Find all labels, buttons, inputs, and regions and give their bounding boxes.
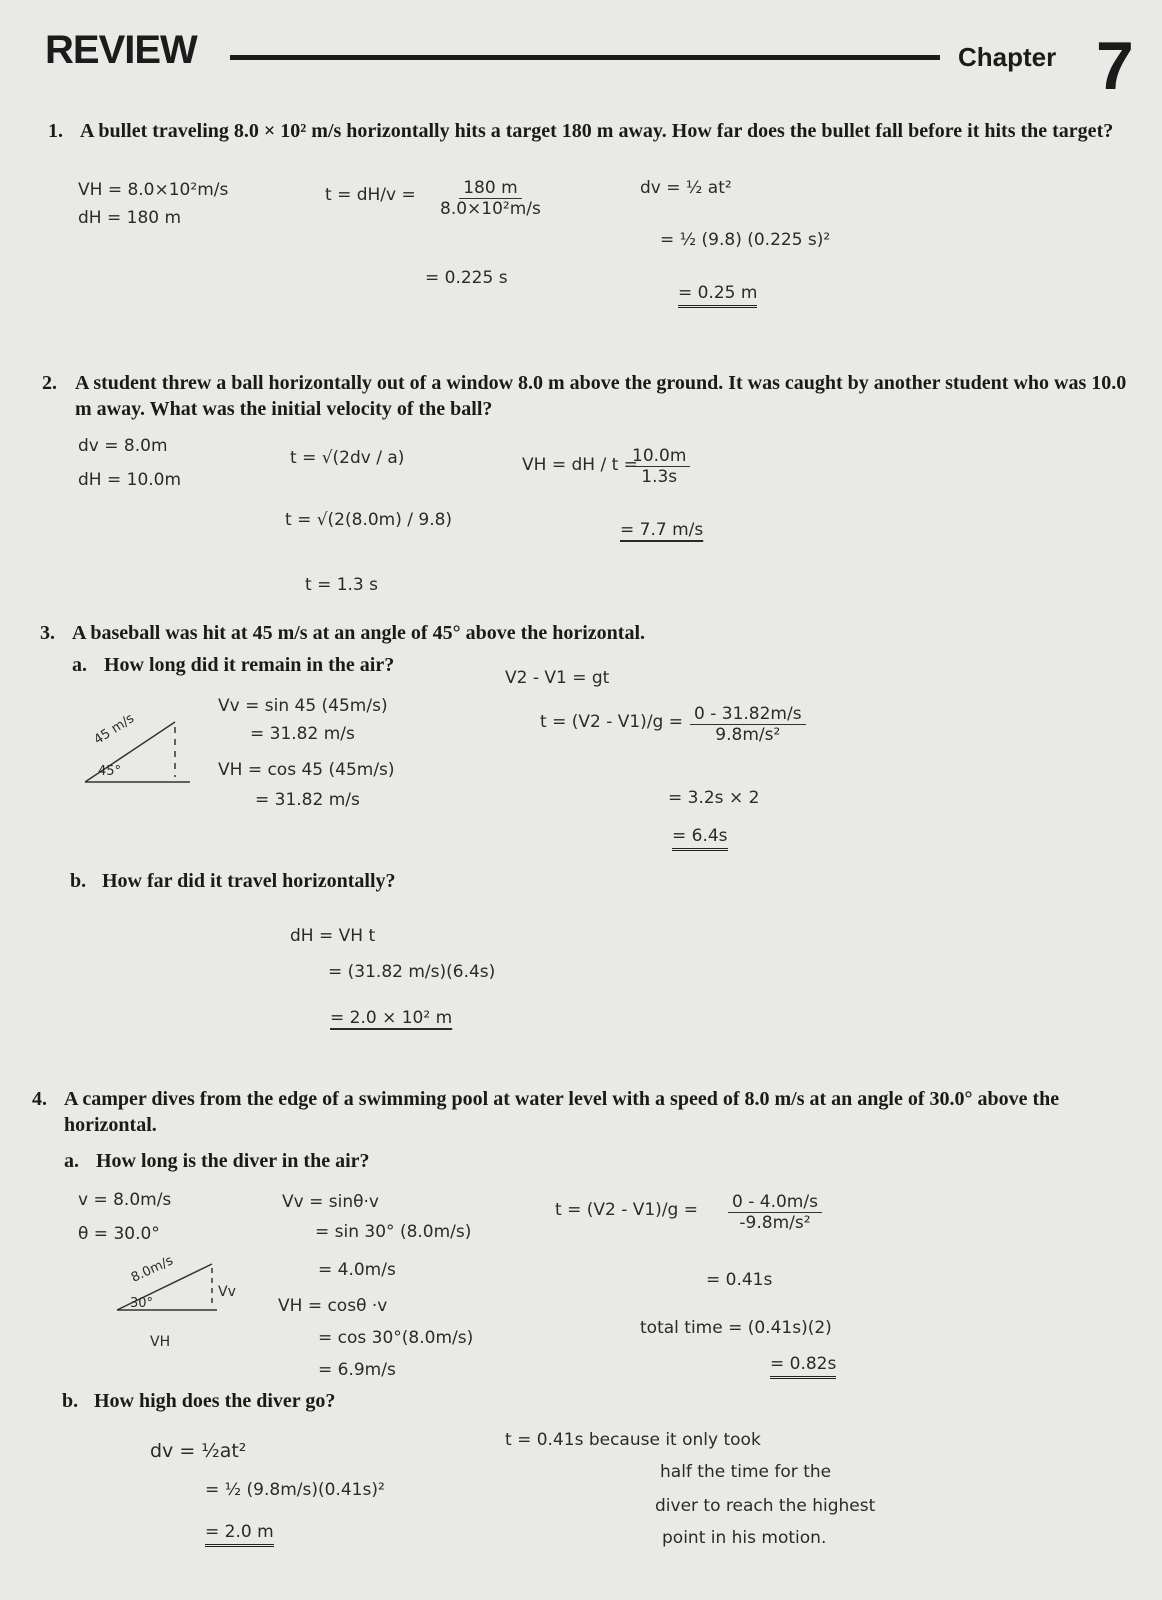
q4-v-line-4: VH = cosθ ·v (278, 1296, 388, 1316)
q3b-line-2: = (31.82 m/s)(6.4s) (328, 962, 496, 982)
q4b-text: How high does the diver go? (94, 1390, 336, 1412)
q4-v-line-6: = 6.9m/s (318, 1360, 396, 1380)
q2-t-formula: t = √(2dv / a) (290, 448, 405, 468)
q2-text: A student threw a ball horizontally out of a window 8.0 m above the ground. It was caught by another student who was 10.0 m away. What was the initial velocity of the ball? (75, 372, 1127, 420)
q3b-text: How far did it travel horizontally? (102, 870, 396, 892)
q3-vv-line-1: Vv = sin 45 (45m/s) (218, 696, 388, 716)
q4a-label: a. (64, 1150, 79, 1172)
header-rule (230, 55, 940, 60)
q4-v-line-3: = 4.0m/s (318, 1260, 396, 1280)
q2-given-dh: dH = 10.0m (78, 470, 182, 490)
q2-vh-num: 10.0m (628, 446, 690, 467)
q1-dv-sub: = ½ (9.8) (0.225 s)² (660, 230, 831, 250)
q3-t-step: = 3.2s × 2 (668, 788, 760, 808)
q2-vh-den: 1.3s (641, 467, 678, 487)
q4-total-answer: = 0.82s (770, 1354, 836, 1379)
q3-number: 3. (40, 622, 55, 644)
q3a-label: a. (72, 654, 87, 676)
q1-number: 1. (48, 120, 63, 142)
q2-t-sub: t = √(2(8.0m) / 9.8) (285, 510, 453, 530)
q4-total-time: total time = (0.41s)(2) (640, 1318, 832, 1338)
q4b-label: b. (62, 1390, 79, 1412)
q4-explain-2: half the time for the (660, 1462, 832, 1482)
q4-t-den: -9.8m/s² (739, 1213, 811, 1233)
q2-number: 2. (42, 372, 57, 394)
q4-tri-angle: 30° (130, 1296, 154, 1311)
q1-t-result: = 0.225 s (425, 268, 508, 288)
q1-t-den: 8.0×10²m/s (440, 199, 541, 219)
q4-tri-speed: 8.0m/s (128, 1253, 176, 1286)
q4b-line-3: = 2.0 m (205, 1522, 274, 1547)
q2-vh-answer: = 7.7 m/s (620, 520, 704, 540)
q2-given-dv: dv = 8.0m (78, 436, 168, 456)
q4-text: A camper dives from the edge of a swimming pool at water level with a speed of 8.0 m/s at an angle of 30.0° above the horizontal. (64, 1088, 1060, 1136)
q1-dv-formula: dv = ½ at² (640, 178, 732, 198)
q3-eq1: V2 - V1 = gt (505, 668, 610, 688)
chapter-number: 7 (1096, 28, 1134, 104)
q3-text: A baseball was hit at 45 m/s at an angle of 45° above the horizontal. (72, 622, 646, 644)
q1-text: A bullet traveling 8.0 × 10² m/s horizontally hits a target 180 m away. How far does the bullet fall before it hits the target? (80, 120, 1114, 142)
q4-tri-vh: VH (150, 1334, 171, 1350)
q1-t-lhs: t = dH/v = (325, 185, 416, 205)
q4-given-theta: θ = 30.0° (78, 1224, 160, 1244)
q3a-text: How long did it remain in the air? (104, 654, 395, 676)
q1-dv-answer: = 0.25 m (678, 283, 757, 308)
q1-t-num: 180 m (459, 178, 521, 199)
q3-tri-angle: 45° (98, 764, 122, 779)
q1-given-vh: VH = 8.0×10²m/s (78, 180, 229, 200)
q4-v-line-2: = sin 30° (8.0m/s) (315, 1222, 472, 1242)
q3b-label: b. (70, 870, 87, 892)
q4-v-line-5: = cos 30°(8.0m/s) (318, 1328, 474, 1348)
q4-v-line-1: Vv = sinθ·v (282, 1192, 379, 1212)
q4-t-fraction (728, 1192, 822, 1233)
q1-given-dh: dH = 180 m (78, 208, 182, 228)
q4-explain-4: point in his motion. (662, 1528, 827, 1548)
q4-t-lhs: t = (V2 - V1)/g = (555, 1200, 698, 1220)
q3-t-answer: = 6.4s (672, 826, 728, 851)
q3-triangle-diagram (80, 712, 200, 792)
q4a-text: How long is the diver in the air? (96, 1150, 370, 1172)
review-title: REVIEW (45, 28, 197, 72)
q1-t-fraction (436, 178, 545, 219)
q3-t-fraction (690, 704, 806, 745)
q3-tri-speed: 45 m/s (91, 711, 137, 748)
q3-t-den: 9.8m/s² (715, 725, 781, 745)
q3b-line-3: = 2.0 × 10² m (330, 1008, 453, 1028)
q4-tri-vv: Vv (218, 1284, 236, 1300)
q4-explain-3: diver to reach the highest (655, 1496, 876, 1516)
q2-vh-formula: VH = dH / t = (522, 455, 638, 475)
q4-t-num: 0 - 4.0m/s (728, 1192, 822, 1213)
q2-vh-fraction (628, 446, 690, 487)
q4b-line-2: = ½ (9.8m/s)(0.41s)² (205, 1480, 385, 1500)
q3-vh-line-2: = 31.82 m/s (255, 790, 360, 810)
q4-number: 4. (32, 1088, 47, 1110)
q3-t-lhs: t = (V2 - V1)/g = (540, 712, 683, 732)
q3-vh-line-1: VH = cos 45 (45m/s) (218, 760, 395, 780)
q3-t-num: 0 - 31.82m/s (690, 704, 806, 725)
q4-t-result: = 0.41s (706, 1270, 773, 1290)
q3b-line-1: dH = VH t (290, 926, 376, 946)
q3-vv-line-2: = 31.82 m/s (250, 724, 355, 744)
chapter-label: Chapter (958, 42, 1057, 72)
q2-t-result: t = 1.3 s (305, 575, 379, 595)
q4b-line-1: dv = ½at² (150, 1440, 247, 1462)
q4-explain-1: t = 0.41s because it only took (505, 1430, 761, 1450)
q4-given-v: v = 8.0m/s (78, 1190, 172, 1210)
